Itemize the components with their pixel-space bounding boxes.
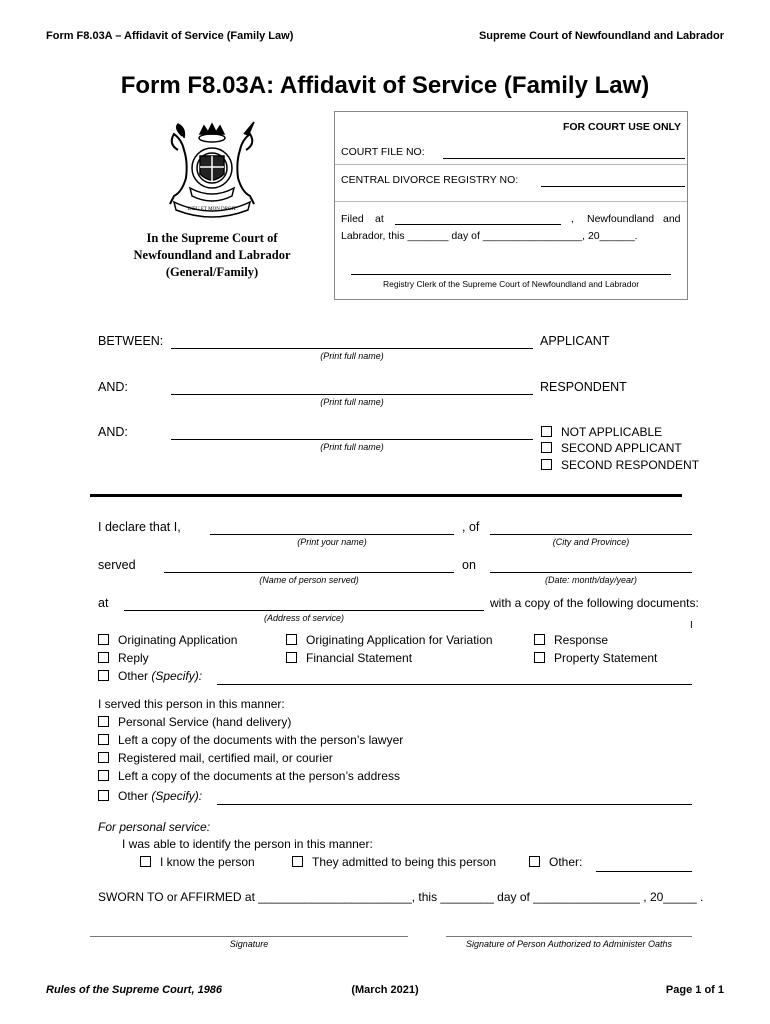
personal-service-heading: For personal service: (98, 820, 211, 834)
applicant-name-field[interactable] (171, 348, 533, 349)
person-served-caption: (Name of person served) (259, 575, 359, 585)
documents-other-field[interactable] (217, 684, 692, 685)
registry-clerk-signature-line[interactable] (351, 274, 671, 275)
filed-line-1: Filed at , Newfoundland and (341, 213, 681, 225)
financial-statement-checkbox[interactable]: Financial Statement (286, 651, 412, 665)
of-label: , of (462, 520, 480, 534)
court-use-box (334, 111, 688, 300)
identify-label: I was able to identify the person in this manner: (122, 837, 373, 851)
know-person-checkbox[interactable]: I know the person (140, 855, 255, 869)
at-label: at (98, 596, 109, 610)
footer-date: (March 2021) (351, 984, 419, 996)
court-use-heading: FOR COURT USE ONLY (562, 121, 681, 133)
filed-line-2: Labrador, this _______ day of _________________, 20______. (341, 230, 638, 242)
coat-of-arms-icon (160, 120, 264, 222)
city-province-caption: (City and Province) (552, 537, 630, 547)
city-province-field[interactable] (490, 534, 692, 535)
signature-caption: Signature (229, 939, 269, 949)
property-statement-checkbox[interactable]: Property Statement (534, 651, 657, 665)
second-respondent-checkbox[interactable]: SECOND RESPONDENT (541, 458, 699, 472)
third-party-name-caption: (Print full name) (320, 442, 384, 452)
header-court-name: Supreme Court of Newfoundland and Labrador (478, 30, 724, 42)
service-address-caption: (Address of service) (263, 613, 345, 623)
margin-marker: I (690, 620, 693, 631)
applicant-label: APPLICANT (540, 334, 610, 348)
footer-page-number: Page 1 of 1 (665, 984, 724, 996)
identify-other-checkbox[interactable]: Other: (529, 855, 582, 869)
address-copy-checkbox[interactable]: Left a copy of the documents at the person’s address (98, 769, 400, 783)
registered-mail-checkbox[interactable]: Registered mail, certified mail, or courier (98, 751, 333, 765)
person-served-field[interactable] (164, 572, 454, 573)
court-file-no-field[interactable] (443, 158, 685, 159)
divorce-registry-field[interactable] (541, 186, 685, 187)
signature-line[interactable] (90, 936, 408, 937)
respondent-name-field[interactable] (171, 394, 533, 395)
third-party-name-field[interactable] (171, 439, 533, 440)
response-checkbox[interactable]: Response (534, 633, 608, 647)
lawyer-copy-checkbox[interactable]: Left a copy of the documents with the person’s lawyer (98, 733, 403, 747)
personal-service-checkbox[interactable]: Personal Service (hand delivery) (98, 715, 291, 729)
served-label: served (98, 558, 136, 572)
court-file-no-label: COURT FILE NO: (341, 146, 425, 158)
header-form-name: Form F8.03A – Affidavit of Service (Family Law) (46, 30, 294, 42)
oath-signature-caption: Signature of Person Authorized to Administer Oaths (466, 939, 672, 949)
svg-text:DIEU ET MON DROIT: DIEU ET MON DROIT (187, 207, 237, 212)
sworn-statement: SWORN TO or AFFIRMED at _______________________, this ________ day of ________________ , 20_____ . (98, 890, 704, 904)
originating-application-checkbox[interactable]: Originating Application (98, 633, 237, 647)
applicant-name-caption: (Print full name) (320, 351, 384, 361)
section-divider (90, 494, 682, 497)
manner-other-checkbox[interactable]: Other (Specify): (98, 789, 202, 803)
reply-checkbox[interactable]: Reply (98, 651, 149, 665)
and-label-2: AND: (98, 425, 128, 439)
your-name-field[interactable] (210, 534, 454, 535)
documents-other-checkbox[interactable]: Other (Specify): (98, 669, 202, 683)
service-date-caption: (Date: month/day/year) (544, 575, 638, 585)
divorce-registry-label: CENTRAL DIVORCE REGISTRY NO: (341, 174, 519, 186)
manner-heading: I served this person in this manner: (98, 697, 285, 711)
oath-signature-line[interactable] (446, 936, 692, 937)
second-applicant-checkbox[interactable]: SECOND APPLICANT (541, 441, 682, 455)
filed-at-field[interactable] (395, 224, 561, 225)
on-label: on (462, 558, 476, 572)
manner-other-field[interactable] (217, 804, 692, 805)
registry-clerk-caption: Registry Clerk of the Supreme Court of Newfoundland and Labrador (382, 279, 640, 289)
respondent-label: RESPONDENT (540, 380, 627, 394)
court-name-block: In the Supreme Court of Newfoundland and Labrador (General/Family) (133, 231, 291, 279)
not-applicable-checkbox[interactable]: NOT APPLICABLE (541, 425, 662, 439)
identify-other-field[interactable] (596, 871, 692, 872)
page-title: Form F8.03A: Affidavit of Service (Family Law) (120, 72, 650, 99)
declare-label: I declare that I, (98, 520, 181, 534)
your-name-caption: (Print your name) (297, 537, 367, 547)
service-date-field[interactable] (490, 572, 692, 573)
and-label-1: AND: (98, 380, 128, 394)
originating-variation-checkbox[interactable]: Originating Application for Variation (286, 633, 493, 647)
between-label: BETWEEN: (98, 334, 164, 348)
footer-rules: Rules of the Supreme Court, 1986 (46, 984, 223, 996)
service-address-field[interactable] (124, 610, 484, 611)
with-copy-label: with a copy of the following documents: (490, 596, 699, 610)
respondent-name-caption: (Print full name) (320, 397, 384, 407)
admitted-checkbox[interactable]: They admitted to being this person (292, 855, 496, 869)
